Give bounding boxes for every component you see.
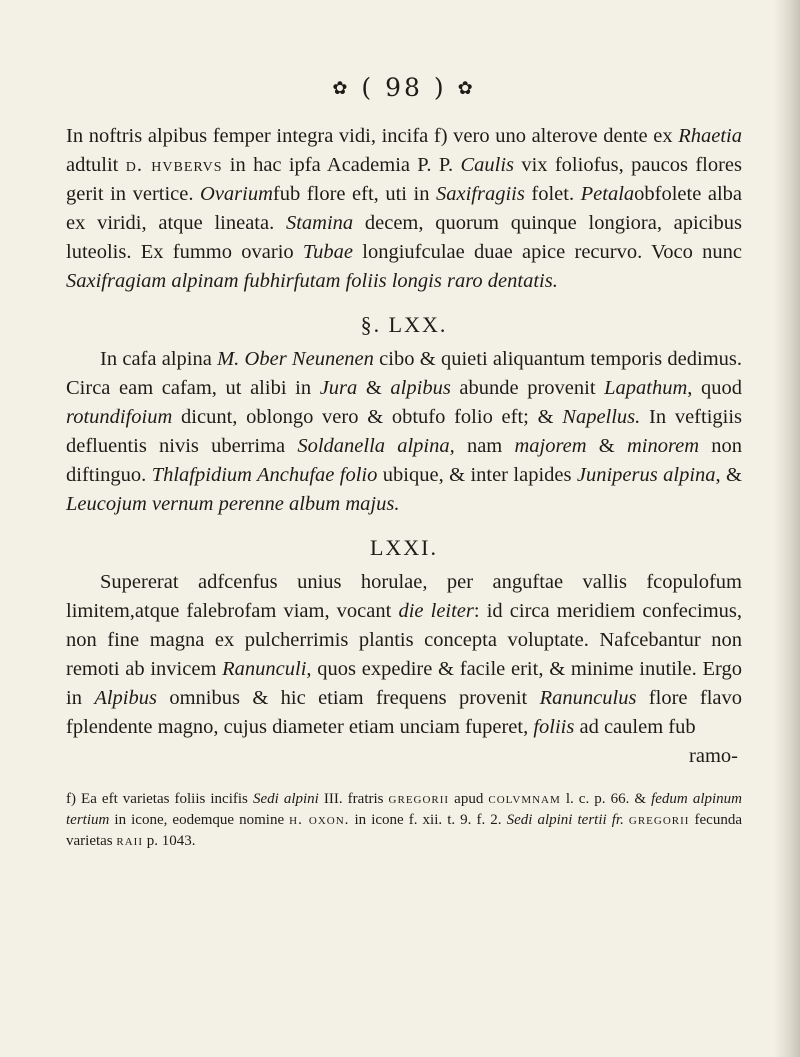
main-text: [66, 122, 742, 771]
catchword: ramo-: [689, 745, 738, 767]
section-heading-lxx: §. LXX.: [360, 312, 448, 337]
paragraph-1: In noftris alpibus femper integra vidi, incifa f) vero uno alterove dente ex Rhaetia adtulit d. hvbervs in hac ipfa Academia P. P. Caulis vix foliofus, paucos flores gerit in vertice. Ovariumfub flore eft, uti in Saxifragiis folet. Petalaobfolete alba ex viridi, atque lineata. Stamina decem, quorum quinque longiora, apicibus luteolis. Ex fummo ovario Tubae longiufculae duae apice recurvo. Voco nunc Saxifragiam alpinam fubhirfutam foliis longis raro dentatis.: [66, 125, 742, 292]
footnote: f) Ea eft varietas foliis incifis Sedi alpini III. fratris gregorii apud colvmnam l. c. p. 66. & fedum alpinum tertium in icone, eodemque nomine h. oxon. in icone f. xii. t. 9. f. 2. Sedi alpini tertii fr. gregorii fecunda varietas raii p. 1043.: [66, 791, 742, 849]
page-edge-shadow: [774, 0, 800, 1057]
page-number: ( 98 ): [361, 73, 447, 102]
paragraph-2: In cafa alpina M. Ober Neunenen cibo & quieti aliquantum temporis dedimus. Circa eam cafam, ut alibi in Jura & alpibus abunde provenit Lapathum, quod rotundifoium dicunt, oblongo vero & obtufo folio eft; & Napellus. In veftigiis defluentis nivis uberrima Soldanella alpina, nam majorem & minorem non diftinguo. Thlafpidium Anchufae folio ubique, & inter lapides Juniperus alpina, & Leucojum vernum perenne album majus.: [66, 348, 743, 515]
section-heading-lxxi: LXXI.: [369, 535, 439, 560]
paragraph-3: Supererat adfcenfus unius horulae, per anguftae vallis fcopulofum limitem,atque falebrofam viam, vocant die leiter: id circa meridiem confecimus, non fine magna ex pulcherrimis plantis concepta voluptate. Nafcebantur non remoti ab invicem Ranunculi, quos expedire & facile erit, & minime inutile. Ergo in Alpibus omnibus & hic etiam frequens provenit Ranunculus flore flavo fplendente magno, cujus diameter etiam unciam fuperet, foliis ad caulem fub: [66, 571, 743, 738]
running-head: [66, 74, 742, 102]
left-ornament-icon: ✿: [332, 78, 351, 99]
right-ornament-icon: ✿: [457, 78, 476, 99]
